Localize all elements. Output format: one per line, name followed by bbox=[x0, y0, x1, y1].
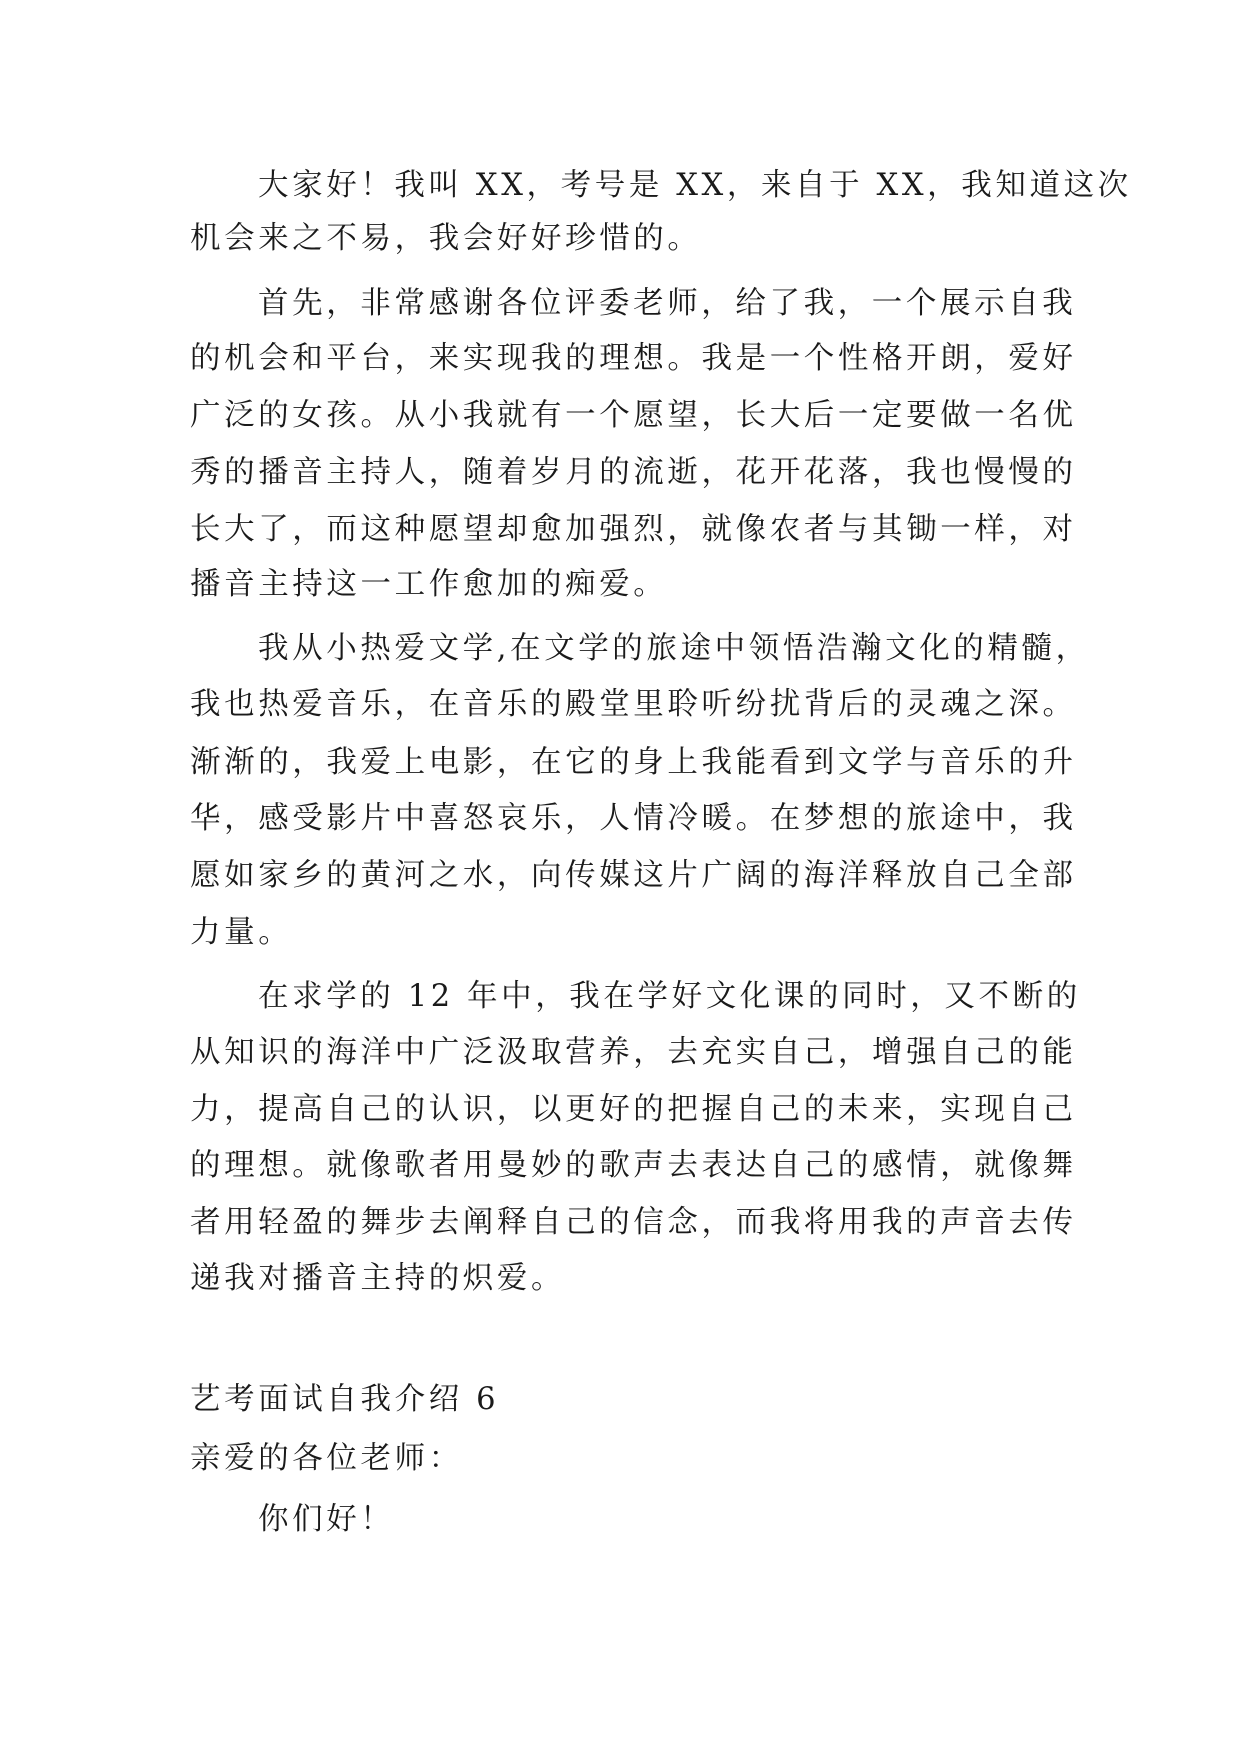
paragraph-2-line-4: 秀的播音主持人，随着岁月的流逝，花开花落，我也慢慢的 bbox=[190, 455, 1077, 490]
paragraph-2-line-3: 广泛的女孩。从小我就有一个愿望，长大后一定要做一名优 bbox=[190, 398, 1077, 433]
paragraph-3-line-2: 我也热爱音乐，在音乐的殿堂里聆听纷扰背后的灵魂之深。 bbox=[190, 687, 1077, 722]
paragraph-2-line-6: 播音主持这一工作愈加的痴爱。 bbox=[190, 567, 668, 602]
paragraph-4-line-4: 的理想。就像歌者用曼妙的歌声去表达自己的感情，就像舞 bbox=[190, 1148, 1077, 1183]
paragraph-4-line-3: 力，提高自己的认识，以更好的把握自己的未来，实现自己 bbox=[190, 1092, 1077, 1127]
paragraph-2-line-5: 长大了，而这种愿望却愈加强烈，就像农者与其锄一样，对 bbox=[190, 512, 1077, 547]
paragraph-4-line-5: 者用轻盈的舞步去阐释自己的信念，而我将用我的声音去传 bbox=[190, 1205, 1077, 1240]
paragraph-3-line-4: 华，感受影片中喜怒哀乐，人情冷暖。在梦想的旅途中，我 bbox=[190, 801, 1077, 836]
salutation: 亲爱的各位老师： bbox=[190, 1441, 463, 1476]
paragraph-3-line-5: 愿如家乡的黄河之水，向传媒这片广阔的海洋释放自己全部 bbox=[190, 858, 1077, 893]
paragraph-1-line-1: 大家好！我叫 XX，考号是 XX，来自于 XX，我知道这次 bbox=[258, 168, 1132, 203]
paragraph-2-line-2: 的机会和平台，来实现我的理想。我是一个性格开朗，爱好 bbox=[190, 341, 1077, 376]
section-title: 艺考面试自我介绍 6 bbox=[190, 1382, 500, 1417]
paragraph-4-line-1: 在求学的 12 年中，我在学好文化课的同时，又不断的 bbox=[258, 979, 1081, 1014]
paragraph-4-line-2: 从知识的海洋中广泛汲取营养，去充实自己，增强自己的能 bbox=[190, 1035, 1077, 1070]
paragraph-2-line-1: 首先，非常感谢各位评委老师，给了我，一个展示自我 bbox=[258, 286, 1077, 321]
paragraph-3-line-6: 力量。 bbox=[190, 915, 293, 950]
paragraph-4-line-6: 递我对播音主持的炽爱。 bbox=[190, 1261, 566, 1296]
greeting: 你们好！ bbox=[258, 1502, 395, 1537]
paragraph-1-line-2: 机会来之不易，我会好好珍惜的。 bbox=[190, 221, 702, 256]
paragraph-3-line-3: 渐渐的，我爱上电影，在它的身上我能看到文学与音乐的升 bbox=[190, 745, 1077, 780]
paragraph-3-line-1: 我从小热爱文学,在文学的旅途中领悟浩瀚文化的精髓， bbox=[258, 631, 1090, 666]
